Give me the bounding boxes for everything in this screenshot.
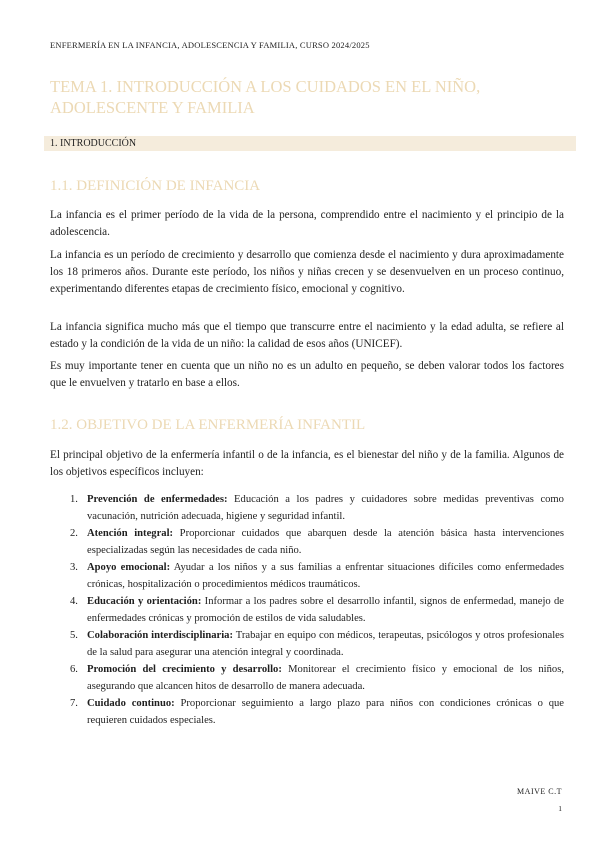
page-number: 1 bbox=[558, 804, 562, 813]
running-header: ENFERMERÍA EN LA INFANCIA, ADOLESCENCIA Y FAMILIA, CURSO 2024/2025 bbox=[50, 40, 370, 50]
list-item: 1. Prevención de enfermedades: Educación a los padres y cuidadores sobre medidas preventivas como vacunación, nutrición adecuada, higiene y seguridad infantil. bbox=[70, 494, 564, 522]
objectives-list bbox=[50, 492, 564, 730]
paragraph: Es muy importante tener en cuenta que un niño no es un adulto en pequeño, se deben valorar todos los factores que le envuelven y tratarlo en base a ellos. bbox=[50, 360, 564, 389]
subsection-heading-definicion: 1.1. DEFINICIÓN DE INFANCIA bbox=[50, 178, 261, 194]
document-title: TEMA 1. INTRODUCCIÓN A LOS CUIDADOS EN EL NIÑO, ADOLESCENTE Y FAMILIA bbox=[50, 77, 481, 117]
list-item: 7. Cuidado continuo: Proporcionar seguimiento a largo plazo para niños con condiciones crónicas o que requieren cuidados especiales. bbox=[70, 698, 564, 726]
list-item: 3. Apoyo emocional: Ayudar a los niños y a sus familias a enfrentar situaciones difíciles como enfermedades crónicas, hospitalización o procedimientos médicos traumáticos. bbox=[70, 562, 564, 590]
subsection-heading-objetivo: 1.2. OBJETIVO DE LA ENFERMERÍA INFANTIL bbox=[50, 417, 366, 433]
list-item: 2. Atención integral: Proporcionar cuidados que abarquen desde la atención básica hasta intervenciones especializadas según las necesidades de cada niño. bbox=[70, 528, 564, 556]
list-item: 6. Promoción del crecimiento y desarrollo: Monitorear el crecimiento físico y emocional de los niños, asegurando que alcancen hitos de desarrollo de manera adecuada. bbox=[70, 664, 564, 692]
paragraph: La infancia es un período de crecimiento y desarrollo que comienza desde el nacimiento y dura aproximadamente los 18 primeros años. Durante este período, los niños y niñas crecen y se desenvuelven en un proceso continuo, experimentando diferentes etapas de crecimiento físico, emocional y cognitivo. bbox=[50, 249, 564, 295]
paragraph: La infancia significa mucho más que el tiempo que transcurre entre el nacimiento y la edad adulta, se refiere al estado y la condición de la vida de un niño: la calidad de esos años (UNICEF). bbox=[50, 321, 564, 350]
section-band bbox=[44, 136, 576, 151]
list-item: 4. Educación y orientación: Informar a los padres sobre el desarrollo infantil, signos de enfermedad, manejo de enfermedades crónicas y promoción de estilos de vida saludables. bbox=[70, 596, 565, 624]
list-item: 5. Colaboración interdisciplinaria: Trabajar en equipo con médicos, terapeutas, psicólogos y otros profesionales de la salud para asegurar una atención integral y coordinada. bbox=[70, 630, 564, 658]
paragraph: La infancia es el primer período de la vida de la persona, comprendido entre el nacimiento y el principio de la adolescencia. bbox=[50, 209, 564, 238]
paragraph-intro: El principal objetivo de la enfermería infantil o de la infancia, es el bienestar del niño y de la familia. Algunos de los objetivos específicos incluyen: bbox=[50, 449, 564, 478]
footer-author: MAIVE C.T bbox=[517, 787, 562, 796]
section-label: 1. INTRODUCCIÓN bbox=[50, 138, 137, 149]
